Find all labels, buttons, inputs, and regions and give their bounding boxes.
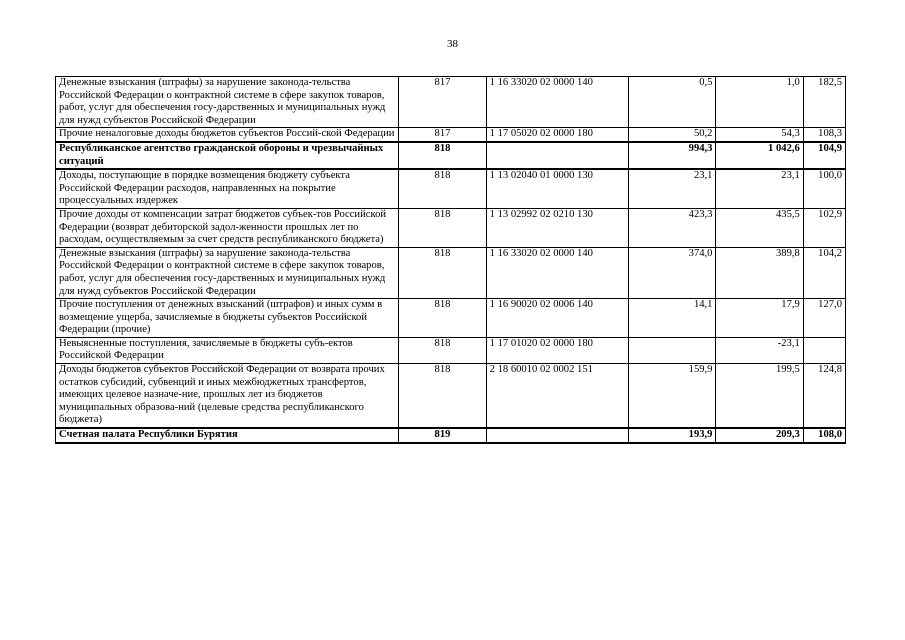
table-row [56, 169, 846, 208]
page-number: 38 [447, 38, 458, 50]
row-admin-code: 818 [399, 337, 486, 363]
row-budget-code: 1 16 90020 02 0006 140 [486, 299, 629, 338]
row-budget-code: 1 13 02040 01 0000 130 [486, 169, 629, 208]
row-budget-code: 1 16 33020 02 0000 140 [486, 77, 629, 128]
row-admin-code: 818 [399, 142, 486, 169]
row-percent: 104,2 [803, 247, 845, 298]
row-value-plan: 0,5 [629, 77, 716, 128]
row-value-plan: 14,1 [629, 299, 716, 338]
row-percent: 108,3 [803, 128, 845, 142]
row-admin-code: 818 [399, 299, 486, 338]
row-budget-code: 1 17 01020 02 0000 180 [486, 337, 629, 363]
table-row [56, 208, 846, 247]
row-name: Невыясненные поступления, зачисляемые в бюджеты субъ-ектов Российской Федерации [56, 337, 399, 363]
table-row [56, 77, 846, 128]
row-admin-code: 818 [399, 247, 486, 298]
row-admin-code: 819 [399, 428, 486, 443]
row-percent: 182,5 [803, 77, 845, 128]
row-budget-code [486, 142, 629, 169]
table-row [56, 142, 846, 169]
row-name: Доходы, поступающие в порядке возмещения бюджету субъекта Российской Федерации расходов, направленных на покрытие процессуальных издержек [56, 169, 399, 208]
row-percent: 102,9 [803, 208, 845, 247]
row-value-actual: 209,3 [716, 428, 803, 443]
row-name: Счетная палата Республики Бурятия [56, 428, 399, 443]
row-value-plan [629, 337, 716, 363]
row-value-actual: 199,5 [716, 364, 803, 428]
table-row [56, 128, 846, 142]
row-value-actual: 17,9 [716, 299, 803, 338]
row-percent: 100,0 [803, 169, 845, 208]
row-value-actual: -23,1 [716, 337, 803, 363]
row-value-plan: 159,9 [629, 364, 716, 428]
row-value-actual: 1 042,6 [716, 142, 803, 169]
row-percent: 104,9 [803, 142, 845, 169]
row-value-actual: 1,0 [716, 77, 803, 128]
row-name: Доходы бюджетов субъектов Российской Федерации от возврата прочих остатков субсидий, субвенций и иных межбюджетных трансфертов, имеющих целевое назначе-ние, прошлых лет из бюджетов муниципальных образова-ний (целевые средства республиканского бюджета) [56, 364, 399, 428]
row-name: Прочие неналоговые доходы бюджетов субъектов Россий-ской Федерации [56, 128, 399, 142]
row-name: Прочие доходы от компенсации затрат бюджетов субъек-тов Российской Федерации (возврат дебиторской задол-женности прошлых лет по расходам, осуществляемым за счет средств республиканского бюджета) [56, 208, 399, 247]
row-percent: 127,0 [803, 299, 845, 338]
row-admin-code: 818 [399, 364, 486, 428]
table-row [56, 299, 846, 338]
row-admin-code: 818 [399, 169, 486, 208]
table-row [56, 364, 846, 428]
row-value-plan: 423,3 [629, 208, 716, 247]
row-budget-code: 1 17 05020 02 0000 180 [486, 128, 629, 142]
row-value-actual: 54,3 [716, 128, 803, 142]
table-row [56, 247, 846, 298]
row-percent: 124,8 [803, 364, 845, 428]
budget-table [55, 76, 846, 444]
table-row [56, 337, 846, 363]
row-value-actual: 389,8 [716, 247, 803, 298]
row-value-plan: 994,3 [629, 142, 716, 169]
row-value-plan: 374,0 [629, 247, 716, 298]
row-budget-code: 1 13 02992 02 0210 130 [486, 208, 629, 247]
row-budget-code [486, 428, 629, 443]
table-row [56, 428, 846, 443]
row-name: Денежные взыскания (штрафы) за нарушение законода-тельства Российской Федерации о контрактной системе в сфере закупок товаров, работ, услуг для обеспечения госу-дарственных и муниципальных нужд для нужд субъектов Российской Федерации [56, 247, 399, 298]
row-value-actual: 23,1 [716, 169, 803, 208]
row-name: Денежные взыскания (штрафы) за нарушение законода-тельства Российской Федерации о контрактной системе в сфере закупок товаров, работ, услуг для обеспечения госу-дарственных и муниципальных нужд для нужд субъектов Российской Федерации [56, 77, 399, 128]
row-admin-code: 818 [399, 208, 486, 247]
row-value-plan: 50,2 [629, 128, 716, 142]
row-admin-code: 817 [399, 77, 486, 128]
row-percent [803, 337, 845, 363]
row-value-plan: 193,9 [629, 428, 716, 443]
row-admin-code: 817 [399, 128, 486, 142]
row-budget-code: 2 18 60010 02 0002 151 [486, 364, 629, 428]
row-name: Республиканское агентство гражданской обороны и чрезвычайных ситуаций [56, 142, 399, 169]
row-name: Прочие поступления от денежных взысканий (штрафов) и иных сумм в возмещение ущерба, зачисляемые в бюджеты субъектов Российской Федерации (прочие) [56, 299, 399, 338]
row-value-actual: 435,5 [716, 208, 803, 247]
row-value-plan: 23,1 [629, 169, 716, 208]
row-budget-code: 1 16 33020 02 0000 140 [486, 247, 629, 298]
row-percent: 108,0 [803, 428, 845, 443]
